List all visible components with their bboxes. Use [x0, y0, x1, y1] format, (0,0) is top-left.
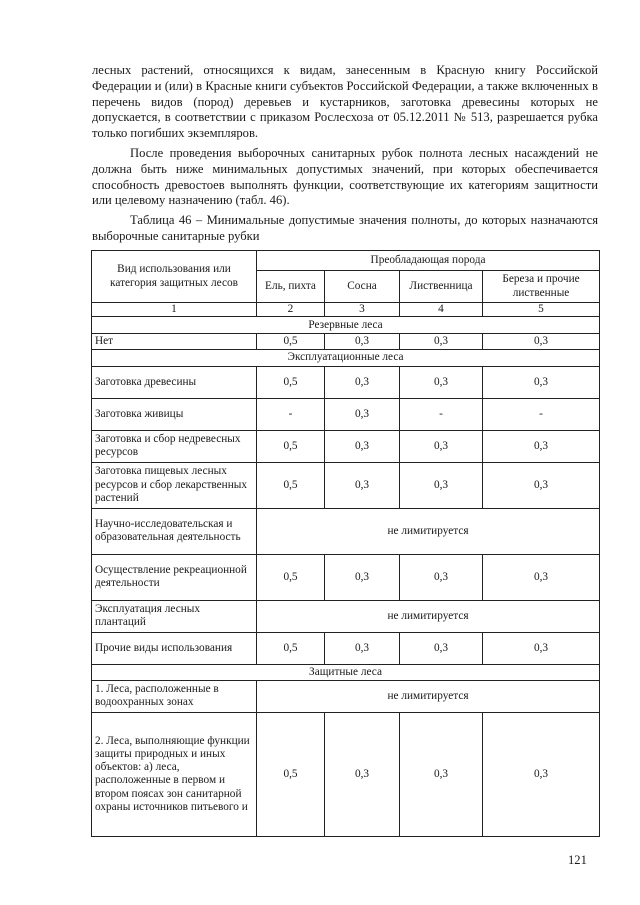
cell-value: 0,5 [257, 632, 325, 664]
cell-value: 0,5 [257, 334, 325, 350]
cell-value: 0,3 [400, 334, 483, 350]
cell-value: 0,3 [483, 712, 600, 836]
row-label: 2. Леса, выполняющие функции защиты природных и иных объектов: а) леса, расположенные в первом и втором поясах зон санитарной охраны источников питьевого и [92, 712, 257, 836]
column-number: 3 [325, 303, 400, 317]
cell-value: - [257, 398, 325, 430]
table-row [92, 632, 600, 664]
table-caption: Таблица 46 – Минимальные допустимые значения полноты, до которых назначаются выборочные санитарные рубки [92, 213, 598, 243]
row-label: Осуществление рекреационной деятельности [92, 554, 257, 600]
cell-value: - [483, 398, 600, 430]
table-header-row [92, 251, 600, 271]
table-row [92, 366, 600, 398]
cell-value: 0,3 [400, 462, 483, 508]
cell-value: 0,3 [325, 398, 400, 430]
no-limit-cell: не лимитируется [257, 600, 600, 632]
row-label: Прочие виды использования [92, 632, 257, 664]
cell-value: 0,5 [257, 462, 325, 508]
table-row [92, 554, 600, 600]
column-number: 2 [257, 303, 325, 317]
section-title: Резервные леса [92, 317, 600, 334]
table-row [92, 398, 600, 430]
cell-value: 0,3 [483, 430, 600, 462]
row-label: Эксплуатация лесных плантаций [92, 600, 257, 632]
body-paragraph: После проведения выборочных санитарных рубок полнота лесных насаждений не должна быть ниже минимальных допустимых значений, при которых обеспечивается способность древостоев выполнять функции, соответствующие их категориям защитности или целевому назначению (табл. 46). [92, 146, 598, 208]
cell-value: 0,5 [257, 366, 325, 398]
row-label: Заготовка живицы [92, 398, 257, 430]
header-species: Сосна [325, 271, 400, 303]
cell-value: 0,3 [325, 462, 400, 508]
cell-value: 0,3 [400, 554, 483, 600]
column-number: 5 [483, 303, 600, 317]
section-row [92, 350, 600, 366]
header-category: Вид использования или категория защитных лесов [92, 251, 257, 303]
cell-value: 0,3 [325, 632, 400, 664]
section-title: Защитные леса [92, 664, 600, 680]
row-label: Заготовка и сбор недревесных ресурсов [92, 430, 257, 462]
cell-value: 0,3 [325, 554, 400, 600]
cell-value: 0,5 [257, 712, 325, 836]
header-species: Береза и прочие лиственные [483, 271, 600, 303]
header-species: Ель, пихта [257, 271, 325, 303]
column-number: 1 [92, 303, 257, 317]
table-row [92, 600, 600, 632]
section-row [92, 664, 600, 680]
cell-value: 0,3 [400, 430, 483, 462]
table-row [92, 430, 600, 462]
cell-value: 0,5 [257, 554, 325, 600]
no-limit-cell: не лимитируется [257, 680, 600, 712]
header-species-group: Преобладающая порода [257, 251, 600, 271]
row-label: Нет [92, 334, 257, 350]
cell-value: 0,5 [257, 430, 325, 462]
cell-value: 0,3 [400, 632, 483, 664]
cell-value: 0,3 [325, 366, 400, 398]
cell-value: 0,3 [400, 712, 483, 836]
table-row [92, 712, 600, 836]
header-species: Лиственница [400, 271, 483, 303]
column-number-row [92, 303, 600, 317]
table-row [92, 680, 600, 712]
table-row [92, 334, 600, 350]
section-row [92, 317, 600, 334]
cell-value: 0,3 [483, 554, 600, 600]
page-number: 121 [568, 853, 587, 867]
cell-value: - [400, 398, 483, 430]
row-label: Заготовка пищевых лесных ресурсов и сбор лекарственных растений [92, 462, 257, 508]
section-title: Эксплуатационные леса [92, 350, 600, 366]
row-label: Научно-исследовательская и образовательная деятельность [92, 508, 257, 554]
row-label: Заготовка древесины [92, 366, 257, 398]
cell-value: 0,3 [325, 430, 400, 462]
table-row [92, 508, 600, 554]
cell-value: 0,3 [325, 712, 400, 836]
table-row [92, 462, 600, 508]
cell-value: 0,3 [483, 632, 600, 664]
cell-value: 0,3 [400, 366, 483, 398]
cell-value: 0,3 [325, 334, 400, 350]
no-limit-cell: не лимитируется [257, 508, 600, 554]
cell-value: 0,3 [483, 334, 600, 350]
column-number: 4 [400, 303, 483, 317]
cell-value: 0,3 [483, 366, 600, 398]
row-label: 1. Леса, расположенные в водоохранных зонах [92, 680, 257, 712]
table-46 [91, 250, 600, 837]
body-paragraph: лесных растений, относящихся к видам, занесенным в Красную книгу Российской Федерации и (или) в Красные книги субъектов Российской Федерации, а также включенных в перечень видов (пород) деревьев и кустарников, заготовка древесины которых не допускается, в соответствии с приказом Рослесхоза от 05.12.2011 № 513, разрешается рубка только погибших экземпляров. [92, 63, 598, 141]
cell-value: 0,3 [483, 462, 600, 508]
